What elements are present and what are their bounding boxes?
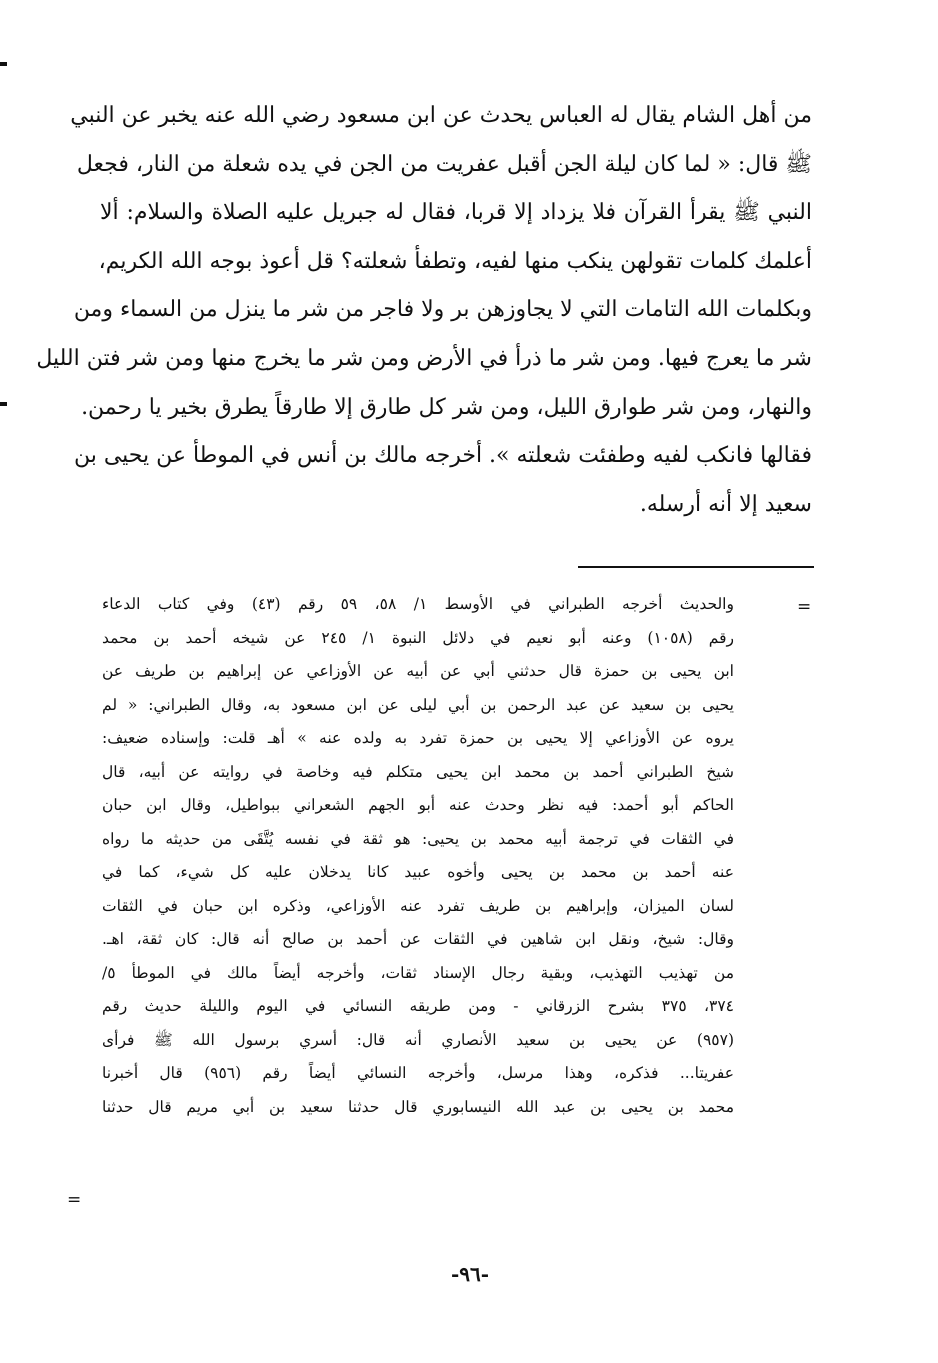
main-text-line: من أهل الشام يقال له العباس يحدث عن ابن مسعود رضي الله عنه يخبر عن النبي: [70, 103, 812, 128]
main-text-line: شر ما يعرج فيها. ومن شر ما ذرأ في الأرض ومن شر ما يخرج منها ومن شر فتن الليل: [36, 345, 812, 371]
main-text-line: أعلمك كلمات تقولهن ينكب منها لفيه، وتطفأ شعلته؟ قل أعوذ بوجه الله الكريم،: [98, 248, 812, 274]
footnote-line: شيخ الطبراني أحمد بن محمد ابن يحيى متكلم فيه وخاصة في روايته عن أبيه، قال: [102, 762, 734, 781]
footnote-line: والحديث أخرجه الطبراني في الأوسط ١/ ٥٨، ٥٩ رقم (٤٣) وفي كتاب الدعاء: [102, 595, 734, 613]
page-number: -٩٦-: [450, 1262, 490, 1286]
footnote-continuation-marker: =: [67, 1190, 82, 1210]
footnote: [102, 588, 734, 1124]
page-edge-mark: [0, 402, 7, 406]
footnote-line: وقال: شيخ، ونقل ابن شاهين في الثقات عن أحمد بن صالح أنه قال: كان ثقة، اهـ.: [102, 930, 734, 948]
footnote-line: ابن يحيى بن حمزة قال حدثني أبي عن أبيه عن الأوزاعي عن إبراهيم بن طريف عن: [102, 662, 734, 680]
footnote-line: الحاكم أبو أحمد: فيه نظر وحدث عنه أبو الجهم الشعراني ببواطيل، وقال ابن حبان: [102, 796, 734, 814]
footnote-line: من تهذيب التهذيب، وبقية رجال الإسناد ثقات، وأخرجه أيضاً مالك في الموطأ ٥/: [102, 963, 734, 982]
main-text-line: وبكلمات الله التامات التي لا يجاوزهن بر ولا فاجر من شر ما ينزل من السماء ومن: [73, 297, 812, 323]
main-text-line: سعيد إلا أنه أرسله.: [639, 491, 812, 517]
footnote-line: رقم (١٠٥٨) وعنه أبو نعيم في دلائل النبوة ١/ ٢٤٥ عن شيخه أحمد بن محمد: [102, 628, 735, 647]
footnote-line: يحيى بن سعيد عن عبد الرحمن بن أبي ليلى عن ابن مسعود به، وقال الطبراني: « لم: [102, 695, 734, 714]
main-text-line: فقالها فانكب لفيه وطفئت شعلته ». أخرجه مالك بن أنس في الموطأ عن يحيى بن: [73, 443, 812, 469]
footnote-line: عنه أحمد بن محمد بن يحيى وأخوه عبيد كانا يدخلان عليه كل شيء، كما في: [102, 863, 734, 881]
footnote-line: محمد بن يحيى بن عبد الله النيسابوري قال حدثنا سعيد بن أبي مريم قال حدثنا: [102, 1097, 734, 1116]
footnote-line: في الثقات في ترجمة أبيه محمد بن يحيى: هو ثقة في نفسه يُتَّقَى من حديثه ما رواه: [102, 829, 734, 848]
main-text: [36, 92, 812, 529]
footnote-line: يروه عن الأوزاعي إلا يحيى بن حمزة تفرد به ولده عنه » أهـ قلت: وإسناده ضعيف:: [102, 729, 734, 747]
main-text-line: ﷺ قال: « لما كان ليلة الجن أقبل عفريت من الجن في يده شعلة من النار، فجعل: [76, 151, 812, 177]
footnote-continuation-marker: =: [797, 597, 812, 617]
footnote-line: لسان الميزان، وإبراهيم بن طريف تفرد عنه الأوزاعي، وذكره ابن حبان في الثقات: [102, 896, 734, 915]
footnote-line: (٩٥٧) عن يحيى بن سعيد الأنصاري أنه قال: أسري برسول الله ﷺ فرأى: [102, 1030, 734, 1049]
footnote-separator: [578, 566, 814, 568]
page-edge-mark: [0, 62, 7, 66]
footnote-line: ٣٧٤، ٣٧٥ بشرح الزرقاني - ومن طريقه النسائي في اليوم والليلة حديث رقم: [102, 997, 735, 1015]
main-text-line: النبي ﷺ يقرأ القرآن فلا يزداد إلا قربا، فقال له جبريل عليه الصلاة والسلام: ألا: [100, 200, 812, 226]
footnote-line: عفريتا... فذكره، وهذا مرسل، وأخرجه النسائي أيضاً رقم (٩٥٦) قال أخبرنا: [102, 1064, 734, 1082]
main-text-line: والنهار، ومن شر طوارق الليل، ومن شر كل طارق إلا طارقاً يطرق بخير يا رحمن.: [81, 394, 812, 420]
